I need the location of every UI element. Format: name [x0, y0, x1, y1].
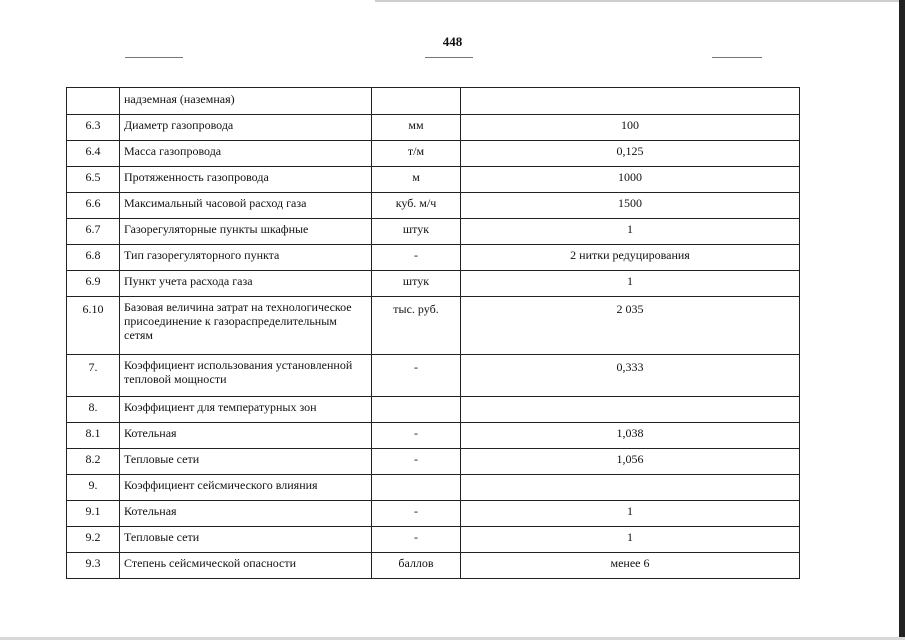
- row-number: 8.2: [67, 449, 120, 475]
- row-unit: м: [372, 167, 461, 193]
- table-row: [67, 297, 800, 355]
- row-unit: [372, 475, 461, 501]
- header-rule-right: [712, 57, 762, 58]
- row-value: 1500: [461, 193, 800, 219]
- table-row: [67, 449, 800, 475]
- table-row: [67, 397, 800, 423]
- row-number: 6.6: [67, 193, 120, 219]
- row-name: Протяженность газопровода: [120, 167, 372, 193]
- table-row: [67, 355, 800, 397]
- row-unit: -: [372, 245, 461, 271]
- row-unit: тыс. руб.: [372, 297, 461, 355]
- row-value: 100: [461, 115, 800, 141]
- scan-edge-top: [375, 0, 905, 2]
- row-name: Котельная: [120, 423, 372, 449]
- row-name: надземная (наземная): [120, 88, 372, 115]
- row-number: 6.10: [67, 297, 120, 355]
- row-unit: -: [372, 355, 461, 397]
- table-row: [67, 219, 800, 245]
- table-row: [67, 141, 800, 167]
- row-unit: [372, 88, 461, 115]
- row-unit: штук: [372, 271, 461, 297]
- table-row: [67, 501, 800, 527]
- row-number: 7.: [67, 355, 120, 397]
- row-number: 6.9: [67, 271, 120, 297]
- row-value: 1000: [461, 167, 800, 193]
- row-value: 0,125: [461, 141, 800, 167]
- row-value: 1: [461, 219, 800, 245]
- row-number: 9.3: [67, 553, 120, 579]
- row-unit: куб. м/ч: [372, 193, 461, 219]
- row-name: Тип газорегуляторного пункта: [120, 245, 372, 271]
- row-number: 9.2: [67, 527, 120, 553]
- row-value: 1: [461, 501, 800, 527]
- row-name: Коэффициент для температурных зон: [120, 397, 372, 423]
- table-row: [67, 527, 800, 553]
- row-name: Масса газопровода: [120, 141, 372, 167]
- row-value: 1,038: [461, 423, 800, 449]
- scan-edge-right: [899, 0, 905, 640]
- header-rule-center: [425, 57, 473, 58]
- row-number: 8.1: [67, 423, 120, 449]
- row-name: Максимальный часовой расход газа: [120, 193, 372, 219]
- row-value: [461, 397, 800, 423]
- row-number: 6.7: [67, 219, 120, 245]
- row-value: 1: [461, 271, 800, 297]
- row-value: [461, 475, 800, 501]
- page-number: 448: [442, 34, 463, 49]
- row-number: 9.1: [67, 501, 120, 527]
- row-unit: -: [372, 501, 461, 527]
- row-number: 6.3: [67, 115, 120, 141]
- row-name: Коэффициент использования установленной тепловой мощности: [120, 355, 372, 397]
- row-number: 6.5: [67, 167, 120, 193]
- row-unit: [372, 397, 461, 423]
- row-value: менее 6: [461, 553, 800, 579]
- row-name: Газорегуляторные пункты шкафные: [120, 219, 372, 245]
- row-name: Диаметр газопровода: [120, 115, 372, 141]
- row-number: [67, 88, 120, 115]
- row-number: 9.: [67, 475, 120, 501]
- row-name: Коэффициент сейсмического влияния: [120, 475, 372, 501]
- table-row: [67, 553, 800, 579]
- table-row: [67, 475, 800, 501]
- table-row: [67, 115, 800, 141]
- row-unit: баллов: [372, 553, 461, 579]
- table-row: [67, 167, 800, 193]
- row-value: 2 035: [461, 297, 800, 355]
- row-number: 8.: [67, 397, 120, 423]
- row-name: Тепловые сети: [120, 527, 372, 553]
- row-unit: -: [372, 423, 461, 449]
- row-number: 6.8: [67, 245, 120, 271]
- table-row: [67, 271, 800, 297]
- specs-table: [66, 87, 800, 579]
- row-unit: -: [372, 527, 461, 553]
- table-row: [67, 88, 800, 115]
- row-name: Базовая величина затрат на технологическое присоединение к газораспределительным сетям: [120, 297, 372, 355]
- row-unit: -: [372, 449, 461, 475]
- row-name: Котельная: [120, 501, 372, 527]
- table-row: [67, 423, 800, 449]
- row-unit: т/м: [372, 141, 461, 167]
- row-unit: штук: [372, 219, 461, 245]
- row-value: 1,056: [461, 449, 800, 475]
- row-value: 2 нитки редуцирования: [461, 245, 800, 271]
- row-value: 1: [461, 527, 800, 553]
- row-name: Пункт учета расхода газа: [120, 271, 372, 297]
- row-name: Степень сейсмической опасности: [120, 553, 372, 579]
- row-value: [461, 88, 800, 115]
- row-name: Тепловые сети: [120, 449, 372, 475]
- table-row: [67, 245, 800, 271]
- table-row: [67, 193, 800, 219]
- row-number: 6.4: [67, 141, 120, 167]
- row-value: 0,333: [461, 355, 800, 397]
- header-rule-left: [125, 57, 183, 58]
- row-unit: мм: [372, 115, 461, 141]
